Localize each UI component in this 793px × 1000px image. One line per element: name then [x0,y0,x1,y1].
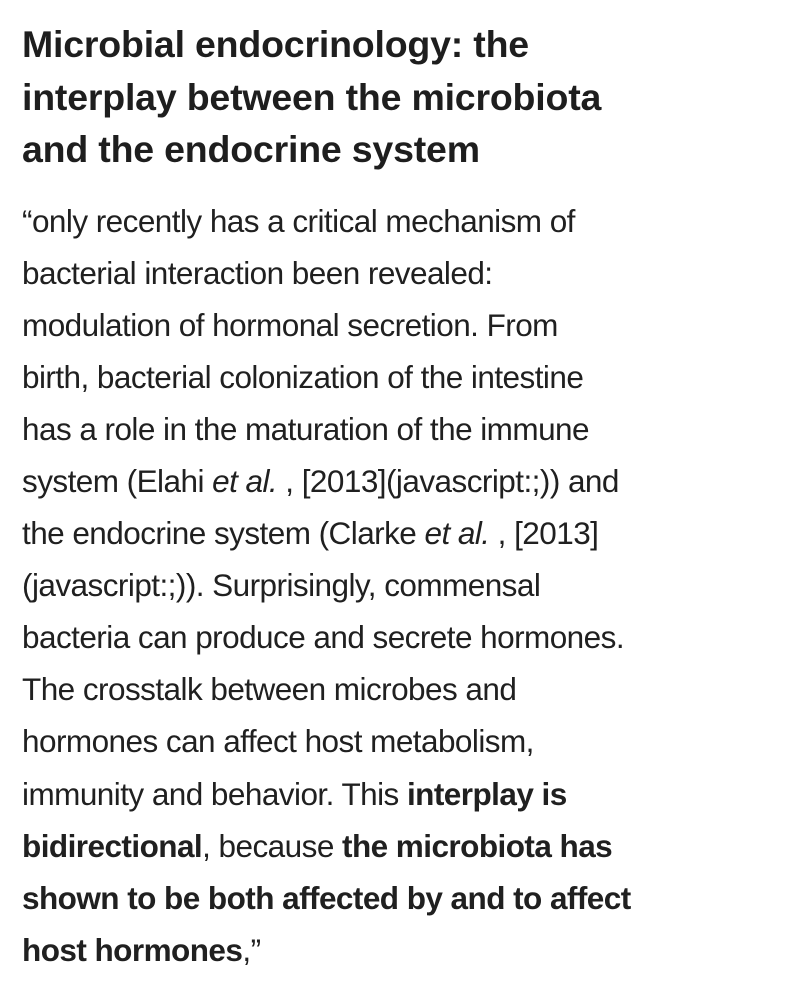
quote-line [22,820,782,872]
quote-line: hormones can affect host metabolism, [22,723,534,760]
quote-line [22,507,782,559]
quote-text: , because [202,827,342,864]
quote-line: has a role in the maturation of the immune [22,410,589,447]
citation-link-text[interactable]: , [2013] [489,515,599,552]
quote-line: bacteria can produce and secrete hormones. [22,619,625,656]
emphasis-text: the microbiota has [342,827,613,864]
title-line: interplay between the microbiota [22,75,602,118]
emphasis-text: shown to be both affected by and to affect [22,879,631,916]
quote-line: “only recently has a critical mechanism of [22,202,575,239]
article-title [22,18,782,176]
quote-text: system (Elahi [22,462,213,499]
quote-line [22,455,782,507]
quote-text: ,” [242,931,261,968]
article [22,18,782,976]
title-line: and the endocrine system [22,128,480,170]
quote-line: The crosstalk between microbes and [22,671,517,708]
quote-line: birth, bacterial colonization of the intestine [22,358,584,395]
emphasis-text: host hormones [22,931,243,968]
quote-line [22,768,782,820]
quote-text: the endocrine system (Clarke [22,515,425,552]
article-quote [22,195,782,976]
citation-et-al: et al. [424,515,490,552]
quote-text: immunity and behavior. This [22,775,407,812]
quote-line: (javascript:;)). Surprisingly, commensal [22,567,541,604]
citation-link-text[interactable]: , [2013](javascript:;)) and [277,462,619,499]
quote-line [22,872,782,924]
quote-line: bacterial interaction been revealed: [22,254,493,291]
emphasis-text: interplay is [406,775,567,812]
title-line: Microbial endocrinology: the [22,23,529,65]
emphasis-text: bidirectional [22,827,203,864]
quote-line [22,924,782,976]
citation-et-al: et al. [212,462,278,499]
quote-line: modulation of hormonal secretion. From [22,306,558,343]
